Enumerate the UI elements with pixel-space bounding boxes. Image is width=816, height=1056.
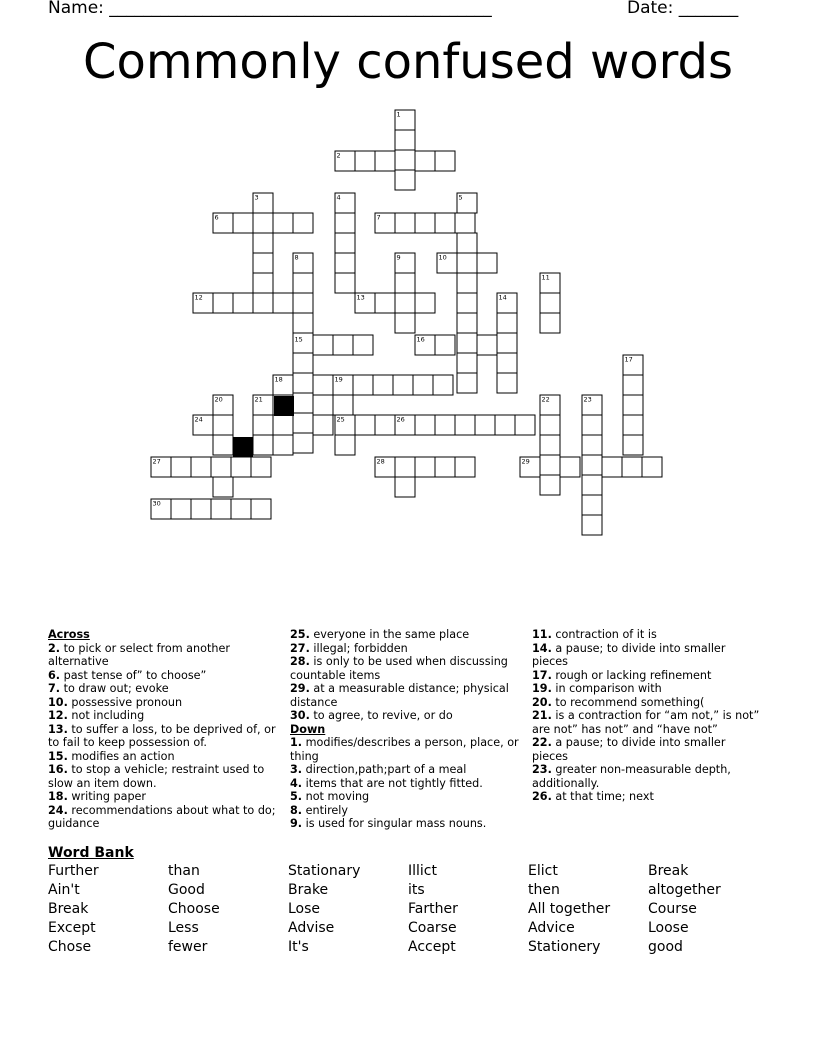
- clue-item: [48, 682, 278, 696]
- crossword-cell[interactable]: [540, 455, 560, 475]
- clue-number: 28: [376, 457, 385, 466]
- clue-item: [532, 642, 762, 669]
- clue-number: 6: [214, 213, 219, 222]
- clue-number: 5: [458, 193, 463, 202]
- crossword-cell[interactable]: [251, 499, 271, 519]
- clue-text: to pick or select from another alternative: [48, 641, 230, 668]
- clue-text: is a contraction for “am not,” is not” are not” has not” and “have not”: [532, 709, 760, 736]
- crossword-cell[interactable]: [623, 435, 643, 455]
- clue-number: 12: [194, 293, 203, 302]
- clue-item: [48, 763, 278, 790]
- clue-number: 11: [541, 273, 550, 282]
- crossword-cell[interactable]: [395, 213, 415, 233]
- crossword-cell[interactable]: [233, 293, 253, 313]
- crossword-cell[interactable]: [497, 373, 517, 393]
- clue-number-label: 6.: [48, 668, 61, 682]
- crossword-cell[interactable]: [373, 375, 393, 395]
- clue-number: 27: [152, 457, 161, 466]
- crossword-cell[interactable]: [233, 213, 253, 233]
- clue-text: greater non-measurable depth, additionally.: [532, 763, 731, 790]
- word-bank-item: than: [168, 863, 200, 879]
- clue-item: [48, 750, 278, 764]
- clue-item: [290, 817, 520, 831]
- page-title: Commonly confused words: [83, 34, 733, 90]
- crossword-cell[interactable]: [375, 151, 395, 171]
- clue-number-label: 5.: [290, 790, 303, 803]
- clue-number-label: 24.: [48, 803, 68, 817]
- clue-number-label: 20.: [532, 695, 552, 709]
- crossword-cell[interactable]: [273, 293, 293, 313]
- across-heading: Across: [48, 628, 90, 641]
- crossword-cell[interactable]: [623, 395, 643, 415]
- crossword-cell[interactable]: [415, 213, 435, 233]
- clue-text: not including: [67, 709, 145, 722]
- clue-text: modifies/describes a person, place, or thing: [290, 736, 519, 763]
- clue-text: in comparison with: [551, 682, 662, 695]
- clues-column-1: [48, 628, 278, 831]
- crossword-cell[interactable]: [457, 333, 477, 353]
- clue-item: [532, 790, 762, 804]
- crossword-cell[interactable]: [231, 457, 251, 477]
- clue-item: [48, 723, 278, 750]
- crossword-cell[interactable]: [395, 273, 415, 293]
- crossword-cell[interactable]: [495, 415, 515, 435]
- crossword-cell[interactable]: [433, 375, 453, 395]
- clue-text: items that are not tightly fitted.: [302, 776, 483, 790]
- clue-text: to suffer a loss, to be deprived of, or to fail to keep possession of.: [48, 722, 276, 749]
- clue-number: 8: [294, 253, 299, 262]
- clues-column-3: [532, 628, 762, 804]
- clue-item: [48, 669, 278, 683]
- clue-text: to stop a vehicle; restraint used to slow an item down.: [48, 763, 265, 790]
- crossword-cell[interactable]: [253, 293, 273, 313]
- crossword-cell[interactable]: [253, 253, 273, 273]
- clue-item: [532, 696, 762, 710]
- crossword-cell[interactable]: [582, 495, 602, 515]
- clue-number-label: 4.: [290, 776, 303, 790]
- clue-number-label: 21.: [532, 709, 552, 722]
- clue-number: 3: [254, 193, 259, 202]
- crossword-cell[interactable]: [353, 375, 373, 395]
- clue-number-label: 8.: [290, 803, 303, 817]
- clue-text: direction,path;part of a meal: [302, 763, 467, 776]
- clue-text: entirely: [302, 803, 349, 817]
- crossword-cell[interactable]: [335, 273, 355, 293]
- word-bank-item: Farther: [408, 901, 458, 917]
- word-bank-item: Less: [168, 920, 199, 936]
- crossword-cell[interactable]: [515, 415, 535, 435]
- crossword-cell[interactable]: [457, 253, 477, 273]
- crossword-cell[interactable]: [415, 151, 435, 171]
- crossword-cell[interactable]: [313, 335, 333, 355]
- crossword-cell[interactable]: [191, 499, 211, 519]
- clue-item: [532, 682, 762, 696]
- crossword-cell[interactable]: [293, 373, 313, 393]
- crossword-cell[interactable]: [582, 455, 602, 475]
- crossword-cell[interactable]: [455, 457, 475, 477]
- crossword-cell[interactable]: [273, 435, 293, 455]
- clue-number-label: 22.: [532, 736, 552, 749]
- clue-number: 4: [336, 193, 341, 202]
- word-bank-item: Loose: [648, 920, 689, 936]
- clue-item: [290, 628, 520, 642]
- clue-text: to agree, to revive, or do: [309, 709, 453, 722]
- crossword-cell[interactable]: [435, 415, 455, 435]
- crossword-cell[interactable]: [455, 213, 475, 233]
- crossword-cell[interactable]: [253, 435, 273, 455]
- crossword-cell[interactable]: [293, 293, 313, 313]
- word-bank-item: Coarse: [408, 920, 457, 936]
- word-bank-item: Illict: [408, 863, 437, 879]
- crossword-cell[interactable]: [313, 395, 333, 415]
- clue-item: [48, 790, 278, 804]
- crossword-cell[interactable]: [415, 293, 435, 313]
- word-bank-item: then: [528, 882, 560, 898]
- crossword-cell[interactable]: [395, 313, 415, 333]
- crossword-cell[interactable]: [293, 313, 313, 333]
- crossword-cell[interactable]: [353, 335, 373, 355]
- word-bank-item: Except: [48, 920, 96, 936]
- clue-number-label: 1.: [290, 736, 303, 749]
- crossword-cell[interactable]: [395, 150, 415, 170]
- word-bank: [48, 862, 768, 957]
- crossword-cell[interactable]: [333, 395, 353, 415]
- clue-text: to draw out; evoke: [60, 682, 169, 695]
- crossword-cell[interactable]: [171, 457, 191, 477]
- crossword-cell[interactable]: [251, 457, 271, 477]
- crossword-cell[interactable]: [253, 233, 273, 253]
- name-field[interactable]: Name: _____________________________________________: [48, 0, 492, 18]
- clue-number: 21: [254, 395, 263, 404]
- word-bank-item: Further: [48, 863, 99, 879]
- clue-number: 18: [274, 375, 283, 384]
- crossword-cell[interactable]: [395, 457, 415, 477]
- clue-number-label: 3.: [290, 763, 303, 776]
- clue-number: 22: [541, 395, 550, 404]
- clue-number-label: 29.: [290, 682, 310, 695]
- word-bank-item: Break: [48, 901, 89, 917]
- crossword-cell[interactable]: [435, 151, 455, 171]
- crossword-cell[interactable]: [335, 253, 355, 273]
- crossword-cell[interactable]: [253, 213, 273, 233]
- crossword-cell[interactable]: [393, 375, 413, 395]
- clue-number-label: 26.: [532, 790, 552, 803]
- crossword-cell[interactable]: [253, 415, 273, 435]
- crossword-cell[interactable]: [435, 213, 455, 233]
- crossword-cell[interactable]: [191, 457, 211, 477]
- word-bank-item: Lose: [288, 901, 321, 917]
- word-bank-item: good: [648, 939, 683, 955]
- clue-text: is used for singular mass nouns.: [302, 817, 487, 830]
- word-bank-item: fewer: [168, 939, 208, 955]
- word-bank-item: It's: [288, 939, 309, 955]
- clue-text: at a measurable distance; physical distance: [290, 682, 509, 709]
- clue-number-label: 25.: [290, 628, 310, 641]
- clue-number: 26: [396, 415, 405, 424]
- crossword-cell[interactable]: [475, 415, 495, 435]
- crossword-cell[interactable]: [457, 373, 477, 393]
- crossword-cell[interactable]: [540, 415, 560, 435]
- clue-item: [48, 804, 278, 831]
- crossword-cell[interactable]: [273, 415, 293, 435]
- clue-number: 1: [396, 110, 401, 119]
- crossword-cell[interactable]: [477, 335, 497, 355]
- clue-item: [290, 777, 520, 791]
- crossword-cell[interactable]: [582, 415, 602, 435]
- clue-number-label: 12.: [48, 709, 68, 722]
- clue-number: 10: [438, 253, 447, 262]
- crossword-cell[interactable]: [415, 415, 435, 435]
- crossword-cell[interactable]: [457, 293, 477, 313]
- word-bank-item: Advise: [288, 920, 335, 936]
- crossword-cell[interactable]: [355, 151, 375, 171]
- clue-item: [48, 709, 278, 723]
- crossword-cell[interactable]: [293, 433, 313, 453]
- crossword-cell[interactable]: [375, 293, 395, 313]
- clue-text: modifies an action: [67, 749, 175, 763]
- crossword-cell[interactable]: [582, 515, 602, 535]
- crossword-cell[interactable]: [293, 393, 313, 413]
- word-bank-item: altogether: [648, 882, 721, 898]
- clue-number-label: 10.: [48, 695, 68, 709]
- down-heading: Down: [290, 722, 326, 736]
- crossword-cell[interactable]: [457, 353, 477, 373]
- crossword-black-cell: [274, 396, 294, 416]
- crossword-cell[interactable]: [293, 273, 313, 293]
- crossword-cell[interactable]: [457, 313, 477, 333]
- crossword-cell[interactable]: [231, 499, 251, 519]
- crossword-cell[interactable]: [497, 333, 517, 353]
- crossword-cell[interactable]: [455, 415, 475, 435]
- crossword-cell[interactable]: [375, 415, 395, 435]
- word-bank-item: Good: [168, 882, 205, 898]
- crossword-cell[interactable]: [497, 313, 517, 333]
- clue-number-label: 13.: [48, 722, 68, 736]
- clue-number: 29: [521, 457, 530, 466]
- clue-number-label: 11.: [532, 628, 552, 641]
- clue-text: everyone in the same place: [309, 628, 470, 641]
- crossword-cell[interactable]: [435, 457, 455, 477]
- clue-number: 13: [356, 293, 365, 302]
- crossword-cell[interactable]: [213, 477, 233, 497]
- clue-number-label: 19.: [532, 682, 552, 695]
- crossword-cell[interactable]: [293, 353, 313, 373]
- clue-item: [48, 696, 278, 710]
- clue-text: possessive pronoun: [67, 695, 183, 709]
- crossword-cell[interactable]: [582, 435, 602, 455]
- clue-text: to recommend something(: [551, 695, 705, 709]
- clue-number-label: 16.: [48, 763, 68, 776]
- clue-item: [48, 642, 278, 669]
- crossword-cell[interactable]: [335, 435, 355, 455]
- clue-text: is only to be used when discussing countable items: [290, 655, 508, 682]
- clue-number-label: 15.: [48, 749, 68, 763]
- word-bank-item: All together: [528, 901, 611, 917]
- crossword-cell[interactable]: [273, 213, 293, 233]
- clue-number: 23: [583, 395, 592, 404]
- clue-text: a pause; to divide into smaller pieces: [532, 641, 726, 668]
- word-bank-item: Chose: [48, 939, 92, 955]
- crossword-cell[interactable]: [335, 233, 355, 253]
- clue-text: past tense of” to choose”: [60, 668, 207, 682]
- crossword-cell[interactable]: [395, 477, 415, 497]
- crossword-cell[interactable]: [313, 415, 333, 435]
- crossword-cell[interactable]: [213, 415, 233, 435]
- clue-item: [290, 709, 520, 723]
- clue-text: at that time; next: [551, 790, 654, 803]
- clue-text: rough or lacking refinement: [551, 668, 712, 682]
- crossword-cell[interactable]: [582, 475, 602, 495]
- clue-item: [290, 642, 520, 656]
- crossword-cell[interactable]: [293, 213, 313, 233]
- crossword-cell[interactable]: [540, 435, 560, 455]
- clue-number: 9: [396, 253, 401, 262]
- crossword-cell[interactable]: [642, 457, 662, 477]
- word-bank-item: Brake: [288, 882, 329, 898]
- clue-number-label: 2.: [48, 641, 61, 655]
- crossword-cell[interactable]: [540, 293, 560, 313]
- clue-number: 17: [624, 355, 633, 364]
- word-bank-item: Course: [648, 901, 697, 917]
- crossword-cell[interactable]: [211, 499, 231, 519]
- word-bank-item: Choose: [168, 901, 220, 917]
- word-bank-item: Accept: [408, 939, 456, 955]
- crossword-cell[interactable]: [623, 415, 643, 435]
- clue-number: 20: [214, 395, 223, 404]
- clue-item: [532, 669, 762, 683]
- clue-number-label: 30.: [290, 709, 310, 722]
- crossword-cell[interactable]: [413, 375, 433, 395]
- clue-item: [290, 763, 520, 777]
- clue-item: [532, 763, 762, 790]
- clue-item: [290, 736, 520, 763]
- clues-column-2: [290, 628, 520, 831]
- clue-number: 30: [152, 499, 161, 508]
- crossword-cell[interactable]: [540, 475, 560, 495]
- crossword-cell[interactable]: [333, 335, 353, 355]
- clue-text: illegal; forbidden: [309, 641, 408, 655]
- crossword-cell[interactable]: [313, 375, 333, 395]
- crossword-cell[interactable]: [457, 233, 477, 253]
- crossword-cell[interactable]: [623, 375, 643, 395]
- crossword-cell[interactable]: [171, 499, 191, 519]
- clue-text: contraction of it is: [551, 628, 657, 641]
- crossword-cell[interactable]: [293, 413, 313, 433]
- clue-item: [290, 804, 520, 818]
- crossword-cell[interactable]: [477, 253, 497, 273]
- clue-number: 14: [498, 293, 507, 302]
- clue-text: recommendations about what to do; guidance: [48, 803, 276, 830]
- word-bank-item: Break: [648, 863, 689, 879]
- crossword-cell[interactable]: [457, 273, 477, 293]
- clue-number-label: 9.: [290, 817, 303, 830]
- crossword-cell[interactable]: [253, 273, 273, 293]
- clue-number-label: 18.: [48, 790, 68, 803]
- clue-number-label: 27.: [290, 641, 310, 655]
- word-bank-item: Ain't: [48, 882, 80, 898]
- crossword-cell[interactable]: [540, 313, 560, 333]
- crossword-cell[interactable]: [415, 457, 435, 477]
- clue-number: 19: [334, 375, 343, 384]
- crossword-cell[interactable]: [560, 457, 580, 477]
- clue-number-label: 28.: [290, 655, 310, 668]
- crossword-cell[interactable]: [435, 335, 455, 355]
- crossword-cell[interactable]: [395, 293, 415, 313]
- clue-number: 7: [376, 213, 381, 222]
- clue-text: writing paper: [67, 790, 147, 803]
- clue-item: [290, 655, 520, 682]
- word-bank-item: its: [408, 882, 425, 898]
- crossword-cell[interactable]: [213, 435, 233, 455]
- crossword-cell[interactable]: [213, 293, 233, 313]
- crossword-cell[interactable]: [211, 457, 231, 477]
- word-bank-item: Advice: [528, 920, 575, 936]
- crossword-cell[interactable]: [395, 170, 415, 190]
- word-bank-item: Stationery: [528, 939, 601, 955]
- crossword-black-cell: [233, 437, 253, 457]
- clue-number: 25: [336, 415, 345, 424]
- clue-number-label: 7.: [48, 682, 61, 695]
- clue-text: a pause; to divide into smaller pieces: [532, 736, 726, 763]
- crossword-cell[interactable]: [355, 415, 375, 435]
- clue-number: 2: [336, 151, 341, 160]
- clue-item: [290, 682, 520, 709]
- word-bank-heading: Word Bank: [48, 845, 134, 861]
- word-bank-item: Elict: [528, 863, 558, 879]
- crossword-cell[interactable]: [395, 130, 415, 150]
- clue-item: [290, 790, 520, 804]
- crossword-cell[interactable]: [335, 213, 355, 233]
- clue-number-label: 23.: [532, 763, 552, 776]
- clue-item: [532, 628, 762, 642]
- clue-number-label: 14.: [532, 641, 552, 655]
- clue-number: 16: [416, 335, 425, 344]
- crossword-cell[interactable]: [497, 353, 517, 373]
- clue-item: [532, 736, 762, 763]
- clue-number: 24: [194, 415, 203, 424]
- date-field[interactable]: Date: _______: [627, 0, 739, 18]
- clue-text: not moving: [302, 790, 370, 803]
- clue-number: 15: [294, 335, 303, 344]
- word-bank-item: Stationary: [288, 863, 361, 879]
- crossword-cell[interactable]: [602, 457, 622, 477]
- crossword-cell[interactable]: [622, 457, 642, 477]
- clue-number-label: 17.: [532, 668, 552, 682]
- clue-item: [532, 709, 762, 736]
